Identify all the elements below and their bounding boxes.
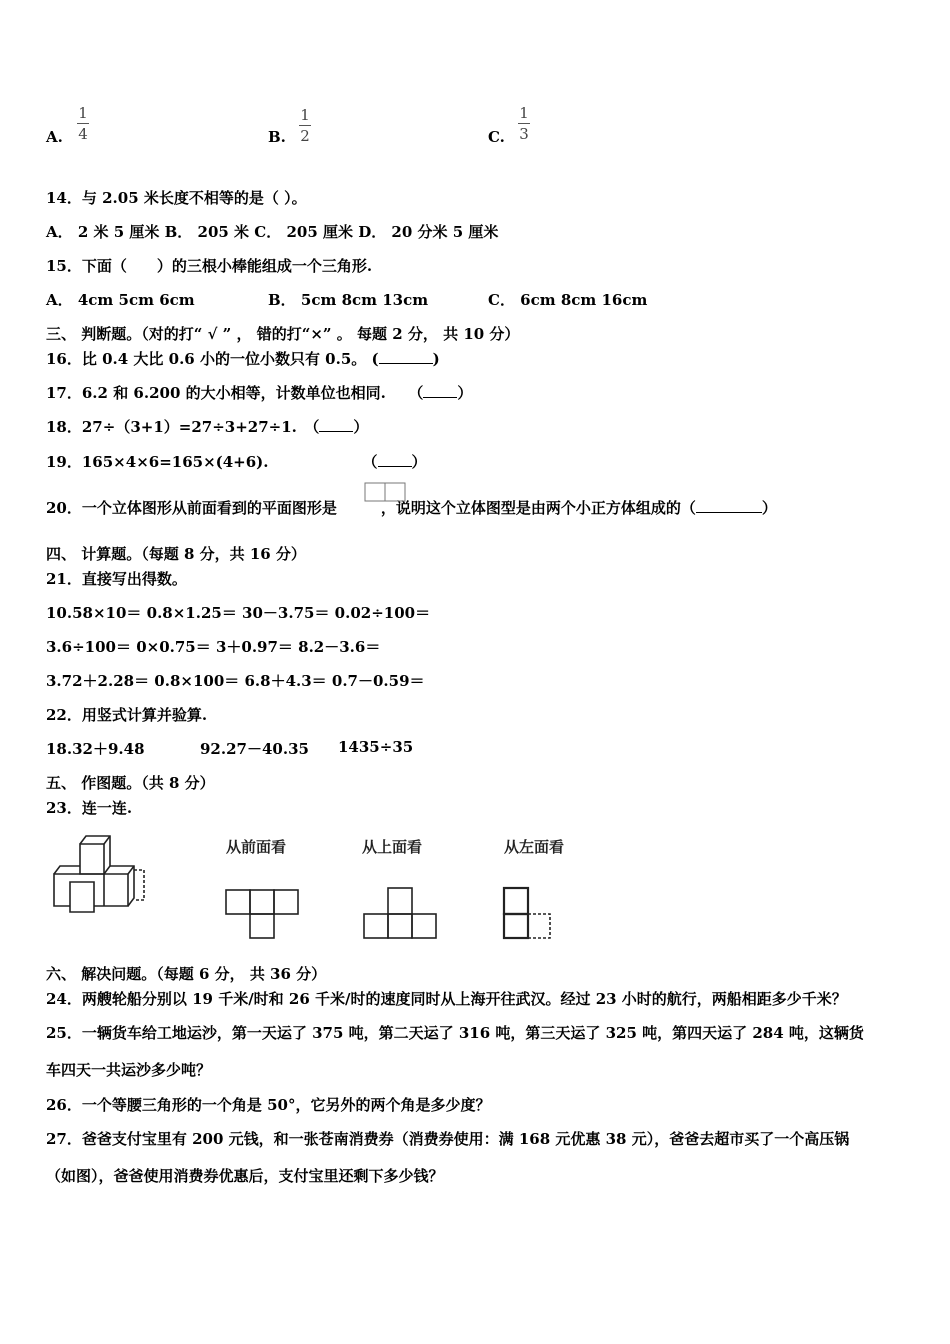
q17: 17．6.2 和 6.200 的大小相等，计数单位也相同. （ ） bbox=[46, 384, 473, 402]
top-view-shape bbox=[362, 886, 442, 942]
q15-stem: 15．下面（ ）的三根小棒能组成一个三角形. bbox=[46, 257, 373, 275]
q15-option-b: B． 5cm 8cm 13cm bbox=[268, 291, 429, 309]
section-5-heading: 五、 作图题。（共 8 分） bbox=[46, 774, 215, 792]
q25-line2: 车四天一共运沙多少吨？ bbox=[46, 1061, 212, 1079]
q25-line1: 25．一辆货车给工地运沙，第一天运了 375 吨，第二天运了 316 吨，第三天运了 325 吨，第四天运了 284 吨，这辆货 bbox=[46, 1024, 864, 1042]
q16: 16．比 0.4 大比 0.6 小的一位小数只有 0.5。 ( ) bbox=[46, 350, 440, 368]
q27-line2: （如图），爸爸使用消费券优惠后，支付宝里还剩下多少钱？ bbox=[46, 1167, 444, 1185]
q14-options: A． 2 米 5 厘米 B． 205 米 C． 205 厘米 D． 20 分米 5 厘米 bbox=[46, 223, 499, 241]
label-front-view: 从前面看 bbox=[226, 838, 287, 856]
q21: 21．直接写出得数。 bbox=[46, 570, 187, 588]
q27-line1: 27．爸爸支付宝里有 200 元钱，和一张苍南消费券（消费券使用：满 168 元优惠 38 元），爸爸去超市买了一个高压锅 bbox=[46, 1130, 850, 1148]
option-c-letter: C. bbox=[488, 128, 505, 146]
q22-item: 18.32＋9.48 bbox=[46, 740, 145, 758]
option-a-letter: A. bbox=[46, 128, 63, 146]
left-view-shape bbox=[502, 886, 562, 942]
section-3-heading: 三、 判断题。（对的打“ √ ” ， 错的打“×” 。 每题 2 分， 共 10 分） bbox=[46, 325, 520, 343]
q20: 20．一个立体图形从前面看到的平面图形是 ，说明这个立体图型是由两个小正方体组成的（ ） bbox=[46, 499, 777, 517]
option-b-letter: B. bbox=[268, 128, 286, 146]
q21-row: 10.58×10＝ 0.8×1.25＝ 30－3.75＝ 0.02÷100＝ bbox=[46, 604, 431, 622]
two-square-front-view-icon bbox=[364, 482, 408, 504]
q21-row: 3.72＋2.28＝ 0.8×100＝ 6.8＋4.3＝ 0.7－0.59＝ bbox=[46, 672, 425, 690]
fraction-one-third: 1 3 bbox=[519, 104, 529, 143]
q21-row: 3.6÷100＝ 0×0.75＝ 3＋0.97＝ 8.2－3.6＝ bbox=[46, 638, 381, 656]
q24: 24．两艘轮船分别以 19 千米/时和 26 千米/时的速度同时从上海开往武汉。经过 23 小时的航行，两船相距多少千米？ bbox=[46, 990, 847, 1008]
q19: 19．165×4×6=165×(4+6). （ ） bbox=[46, 453, 427, 471]
q15-option-a: A． 4cm 5cm 6cm bbox=[46, 291, 195, 309]
q22-item: 92.27－40.35 bbox=[200, 740, 309, 758]
q14-stem: 14．与 2.05 米长度不相等的是（ ）。 bbox=[46, 189, 307, 207]
fraction-one-half: 1 2 bbox=[300, 106, 310, 145]
q15-option-c: C． 6cm 8cm 16cm bbox=[488, 291, 648, 309]
front-view-shape bbox=[224, 888, 304, 942]
cube-stack-figure bbox=[48, 834, 153, 914]
section-4-heading: 四、 计算题。（每题 8 分，共 16 分） bbox=[46, 545, 306, 563]
view-labels bbox=[224, 836, 584, 860]
q22: 22．用竖式计算并验算. bbox=[46, 706, 208, 724]
label-left-view: 从左面看 bbox=[504, 838, 565, 856]
section-6-heading: 六、 解决问题。（每题 6 分， 共 36 分） bbox=[46, 965, 327, 983]
q26: 26．一个等腰三角形的一个角是 50°，它另外的两个角是多少度？ bbox=[46, 1096, 491, 1114]
q22-item: 1435÷35 bbox=[338, 738, 414, 756]
q23: 23．连一连. bbox=[46, 799, 133, 817]
fraction-one-quarter: 1 4 bbox=[78, 104, 88, 143]
q18: 18．27÷（3+1）=27÷3+27÷1. （ ） bbox=[46, 418, 369, 436]
label-top-view: 从上面看 bbox=[362, 838, 423, 856]
